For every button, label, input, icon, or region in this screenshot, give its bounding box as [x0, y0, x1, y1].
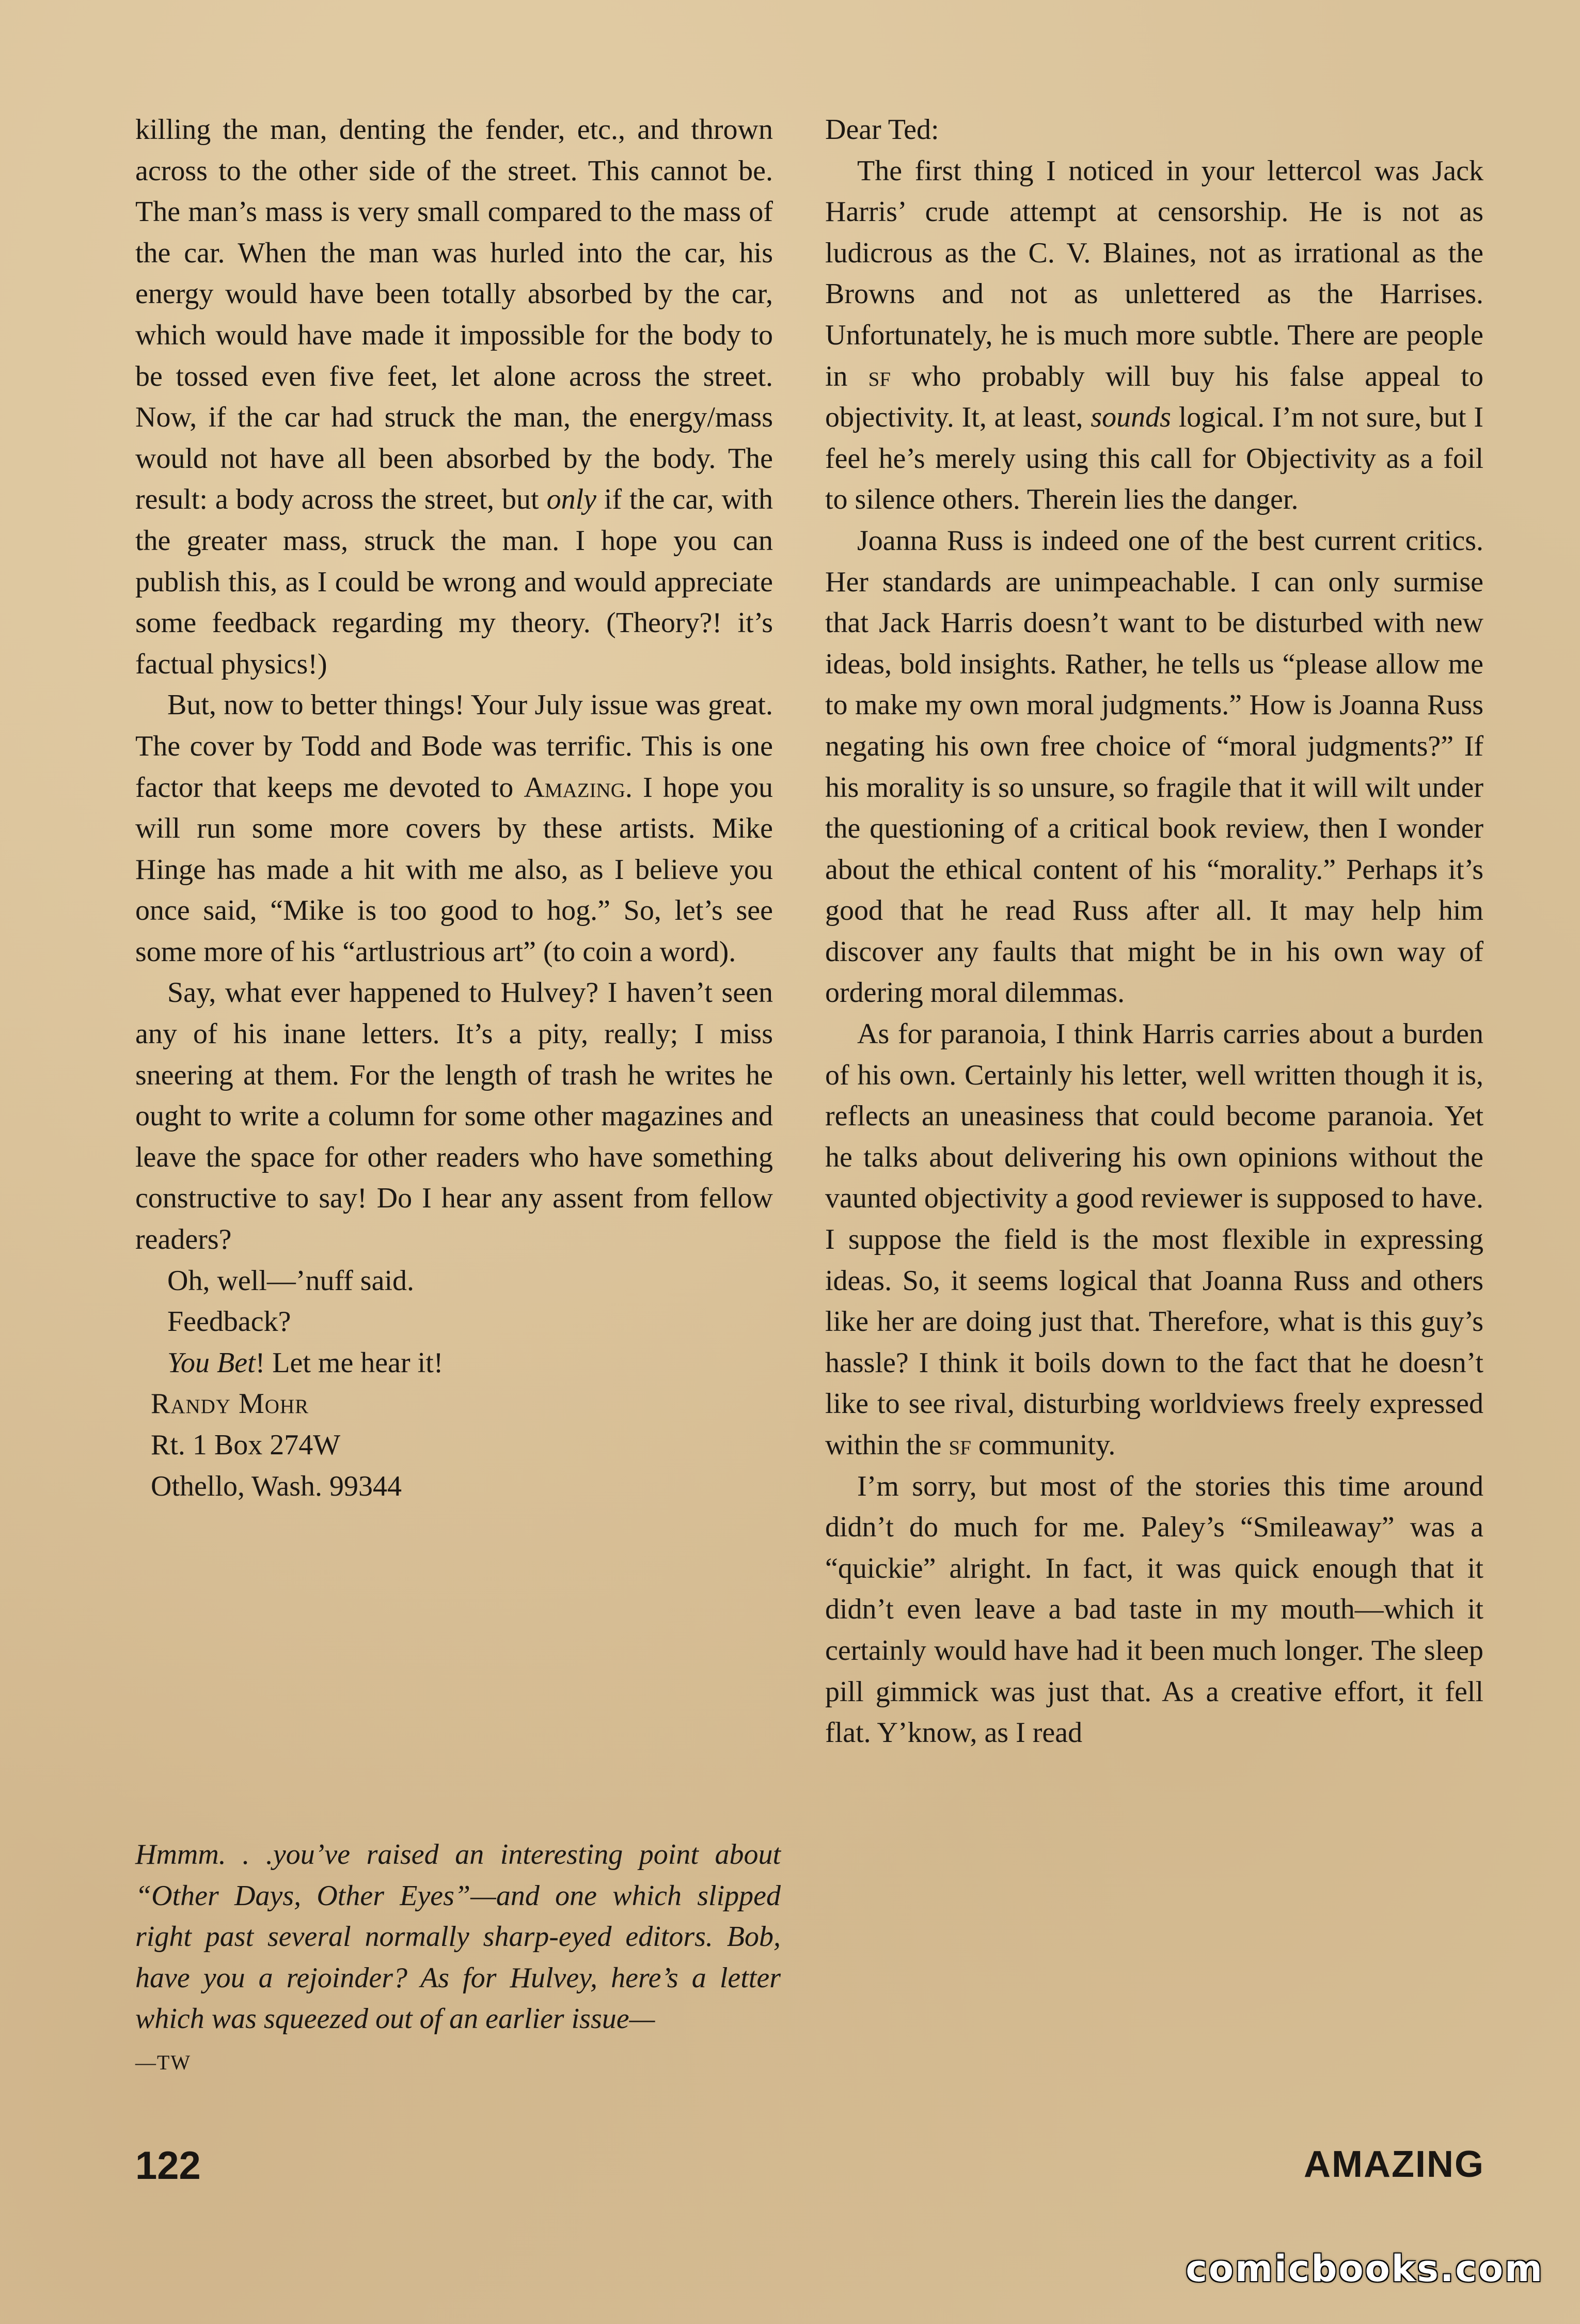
paragraph-text: I’m sorry, but most of the stories this time around didn’t do much for me. Paley’s “Smileaway” was a “quickie” alright. In fact, it was quick enough that it didn’t even leave a bad taste in my mouth—which it certainly would have had it been much longer. The sleep pill gimmick was just that. As a creative effort, it fell flat. Y’know, as I read [825, 1470, 1483, 1749]
emphasis-text: only [546, 483, 596, 516]
editor-note-text: Hmmm. . .you’ve raised an interesting point about “Other Days, Other Eyes”—and one which slipped right past several normally sharp-eyed editors. Bob, have you a rejoinder? As for Hulvey, here’s a letter which was squeezed out of an earlier issue— [135, 1839, 781, 2035]
paragraph-text: The first thing I noticed in your lettercol was Jack Harris’ crude attempt at censorship. He is not as ludicrous as the C. V. Blaines, not as irrational as the Browns and not as unlettered as the Harrises. Unfortunately, he is much more subtle. There are people in [825, 154, 1483, 392]
magazine-title: AMAZING [1304, 2144, 1484, 2185]
paragraph-text: . I hope you will run some more covers by these artists. Mike Hinge has made a hit with me also, as I believe you once said, “Mike is too good to hog.” So, let’s see some more of his “artlustrious art” (to coin a word). [135, 771, 773, 968]
letter-paragraph-1 [135, 109, 773, 685]
left-column [135, 109, 773, 1507]
page-number: 122 [135, 2144, 201, 2188]
closing-line-2 [135, 1301, 773, 1343]
paragraph-text: who probably will buy his false appeal to objectivity. It, at least, [825, 360, 1483, 434]
letter-paragraph-2 [825, 521, 1483, 1014]
closing-line-3 [135, 1343, 773, 1384]
letter-paragraph-4 [825, 1466, 1483, 1754]
watermark: comicbooks.com [1186, 2248, 1544, 2290]
sf-abbrev: sf [949, 1429, 971, 1461]
salutation: Dear Ted: [825, 114, 939, 146]
paragraph-text: But, now to better things! Your July issue was great. The cover by Todd and Bode was terrific. This is one factor that keeps me devoted to [135, 689, 773, 804]
sf-abbrev: sf [868, 360, 891, 392]
magazine-name: Amazing [524, 771, 625, 804]
paragraph-text: if the car, with the greater mass, struck the man. I hope you can publish this, as I could be wrong and would appreciate some feedback regarding my theory. (Theory?! it’s factual physics!) [135, 483, 773, 680]
emphasis-text: You Bet [167, 1346, 256, 1379]
paragraph-text: community. [971, 1429, 1116, 1461]
paragraph-text: Say, what ever happened to Hulvey? I haven’t seen any of his inane letters. It’s a pity, really; I miss sneering at them. For the length of trash he writes he ought to write a column for some other magazines and leave the space for other readers who have something constructive to say! Do I hear any assent from fellow readers? [135, 977, 773, 1256]
paragraph-text: logical. I’m not sure, but I feel he’s merely using this call for Objectivity as a foil to silence others. Therein lies the danger. [825, 401, 1484, 516]
closing-line-1 [135, 1261, 773, 1302]
author-address-line-2: Othello, Wash. 99344 [151, 1470, 402, 1502]
editor-note [135, 1834, 781, 2083]
author-address-line-1: Rt. 1 Box 274W [151, 1429, 341, 1461]
paragraph-text: killing the man, denting the fender, etc., and thrown across to the other side of the street. This cannot be. The man’s mass is very small compared to the mass of the car. When the man was hurled into the car, his energy would have been totally absorbed by the car, which would have made it impossible for the body to be tossed even five feet, let alone across the street. Now, if the car had struck the man, the energy/mass would not have all been absorbed by the body. The result: a body across the street, but [135, 114, 773, 516]
paragraph-text: Joanna Russ is indeed one of the best current critics. Her standards are unimpeachable. I can only surmise that Jack Harris doesn’t want to be disturbed with new ideas, bold insights. Rather, he tells us “please allow me to make my own moral judgments.” How is Joanna Russ negating his own free choice of “moral judgments?” If his morality is so unsure, so fragile that it will wilt under the questioning of a critical book review, then I wonder about the ethical content of his “morality.” Perhaps it’s good that he read Russ after all. It may help him discover any faults that might be in his own way of ordering moral dilemmas. [825, 524, 1483, 1009]
author-name: Randy Mohr [151, 1388, 309, 1420]
closing-text: ! Let me hear it! [255, 1346, 444, 1379]
paragraph-text: As for paranoia, I think Harris carries about a burden of his own. Certainly his letter, well written though it is, reflects an uneasiness that could become paranoia. Yet he talks about delivering his own opinions without the vaunted objectivity a good reviewer is supposed to have. I suppose the field is the most flexible in expressing ideas. So, it seems logical that Joanna Russ and others like her are doing just that. Therefore, what is this guy’s hassle? I think it boils down to the fact that he doesn’t like to see rival, disturbing worldviews freely expressed within the [825, 1018, 1483, 1461]
right-column [825, 109, 1483, 1754]
editor-signature: —TW [135, 2050, 192, 2074]
letter-paragraph-1 [825, 151, 1483, 521]
closing-text: Feedback? [167, 1306, 291, 1338]
letter-paragraph-3 [135, 972, 773, 1260]
letter-paragraph-3 [825, 1014, 1483, 1466]
letter-paragraph-2 [135, 685, 773, 972]
closing-text: Oh, well—’nuff said. [167, 1264, 414, 1297]
emphasis-text: sounds [1091, 401, 1171, 434]
